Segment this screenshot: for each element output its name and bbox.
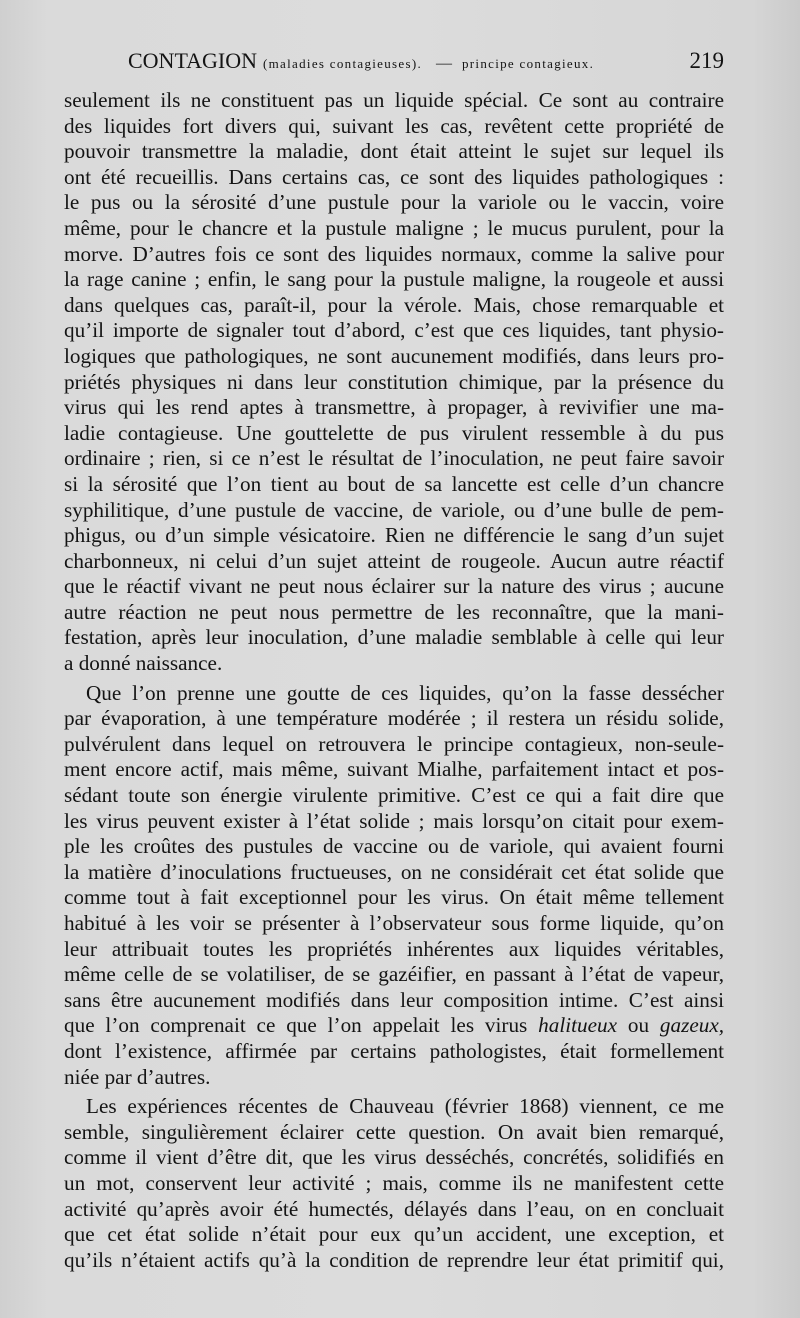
text-line: ont été recueillis. Dans certains cas, ce sont des liquides pathologiques : [64, 164, 724, 189]
text-line: ordinaire ; rien, si ce n’est le résultat de l’inoculation, ne peut faire savoir [64, 446, 724, 471]
italic-term: gazeux, [659, 1013, 725, 1038]
text-line: la matière d’inoculations fructueuses, on ne considérait cet état solide que [64, 859, 724, 884]
text-line: même celle de se volatiliser, de se gazéifier, en passant à l’état de vapeur, [64, 962, 724, 987]
text-line: comme il vient d’être dit, que les virus desséchés, concrétés, solidifiés en [64, 1145, 724, 1170]
text-line: sédant toute son énergie virulente primitive. C’est ce qui a fait dire que [64, 783, 724, 808]
text-line: même, pour le chancre et la pustule maligne ; le mucus purulent, pour la [64, 215, 724, 240]
text-line: habitué à les voir se présenter à l’observateur sous forme liquide, qu’on [64, 911, 724, 935]
text-line: dans quelques cas, paraît-il, pour la vérole. Mais, chose remarquable et [64, 292, 724, 317]
header-subtitle: (maladies contagieuses). [263, 56, 422, 71]
text-line: Les expériences récentes de Chauveau (février 1868) viennent, ce me [86, 1094, 724, 1119]
text-line: phigus, ou d’un simple vésicatoire. Rien ne différencie le sang d’un sujet [64, 523, 724, 548]
header-dash: — [436, 55, 452, 72]
text-line: ladie contagieuse. Une gouttelette de pus virulent ressemble à du pus [64, 420, 724, 445]
paragraph-2 [64, 681, 724, 1091]
text-line-with-italics [64, 1013, 724, 1039]
text-line: priétés physiques ni dans leur constitution chimique, par la présence du [64, 369, 724, 394]
text-line: leur attribuait toutes les propriétés inhérentes aux liquides véritables, [64, 936, 724, 961]
text-line: Que l’on prenne une goutte de ces liquides, qu’on la fasse dessécher [86, 680, 724, 705]
text-line: un mot, conservent leur activité ; mais, comme ils ne manifestent cette [64, 1170, 724, 1195]
text-segment: que l’on comprenait ce que l’on appelait les virus [64, 1013, 528, 1038]
text-line: sans être aucunement modifiés dans leur composition intime. C’est ainsi [64, 987, 724, 1012]
text-line: le pus ou la sérosité d’une pustule pour la variole ou le vaccin, voire [64, 190, 724, 215]
text-line: activité qu’après avoir été humectés, délayés dans l’eau, on en concluait [64, 1196, 724, 1221]
text-line: semble, singulièrement éclairer cette question. On avait bien remarqué, [64, 1119, 724, 1144]
text-line: morve. D’autres fois ce sont des liquides normaux, comme la salive pour [64, 241, 724, 266]
text-line: seulement ils ne constituent pas un liquide spécial. Ce sont au contraire [64, 88, 724, 112]
body-text [64, 88, 724, 1273]
text-line: qu’ils n’étaient actifs qu’à la condition de reprendre leur état primitif qui, [64, 1247, 724, 1272]
text-line: la rage canine ; enfin, le sang pour la pustule maligne, la rougeole et aussi [64, 267, 724, 292]
text-line: par évaporation, à une température modérée ; il restera un résidu solide, [64, 706, 724, 731]
text-line: virus qui les rend aptes à transmettre, à propager, à revivifier une ma- [64, 395, 724, 420]
text-line: des liquides fort divers qui, suivant les cas, revêtent cette propriété de [64, 113, 724, 138]
text-line: charbonneux, ni celui d’un sujet atteint de rougeole. Aucun autre réactif [64, 548, 724, 573]
text-line: pulvérulent dans lequel on retrouvera le principe contagieux, non-seule- [64, 731, 724, 756]
text-line: a donné naissance. [64, 651, 223, 676]
text-line: comme tout à fait exceptionnel pour les virus. On était même tellement [64, 885, 724, 910]
text-line: qu’il importe de signaler tout d’abord, c’est que ces liquides, tant physio- [64, 318, 724, 343]
text-line: autre réaction ne peut nous permettre de les reconnaître, que la mani- [64, 599, 724, 624]
text-line: syphilitique, d’une pustule de vaccine, de variole, ou d’une bulle de pem- [64, 497, 724, 522]
text-line: festation, après leur inoculation, d’une maladie semblable à celle qui leur [64, 625, 724, 650]
text-line: que le réactif vivant ne peut nous éclairer sur la nature des virus ; aucune [64, 574, 724, 599]
header-title: CONTAGION [128, 48, 258, 73]
running-header [128, 48, 724, 77]
text-line: dont l’existence, affirmée par certains pathologistes, était formellement [64, 1038, 724, 1063]
italic-term: halitueux [538, 1013, 617, 1038]
text-line: ple les croûtes des pustules de vaccine ou de variole, qui avaient fourni [64, 834, 724, 859]
paragraph-3 [64, 1094, 724, 1273]
text-line: que cet état solide n’était pour eux qu’un accident, une exception, et [64, 1222, 724, 1247]
header-section: principe contagieux. [462, 56, 595, 71]
text-line: ment encore actif, mais même, suivant Mialhe, parfaitement intact et pos- [64, 757, 724, 782]
text-line: logiques que pathologiques, ne sont aucunement modifiés, dans leurs pro- [64, 343, 724, 368]
text-line: niée par d’autres. [64, 1064, 211, 1089]
text-line: si la sérosité que l’on tient au bout de sa lancette est celle d’un chancre [64, 471, 724, 496]
text-line: pouvoir transmettre la maladie, dont était atteint le sujet sur lequel ils [64, 139, 724, 164]
text-line: les virus peuvent exister à l’état solide ; mais lorsqu’on citait pour exem- [64, 808, 724, 833]
text-segment: ou [627, 1013, 650, 1038]
page-number: 219 [689, 48, 724, 73]
paragraph-1 [64, 88, 724, 677]
